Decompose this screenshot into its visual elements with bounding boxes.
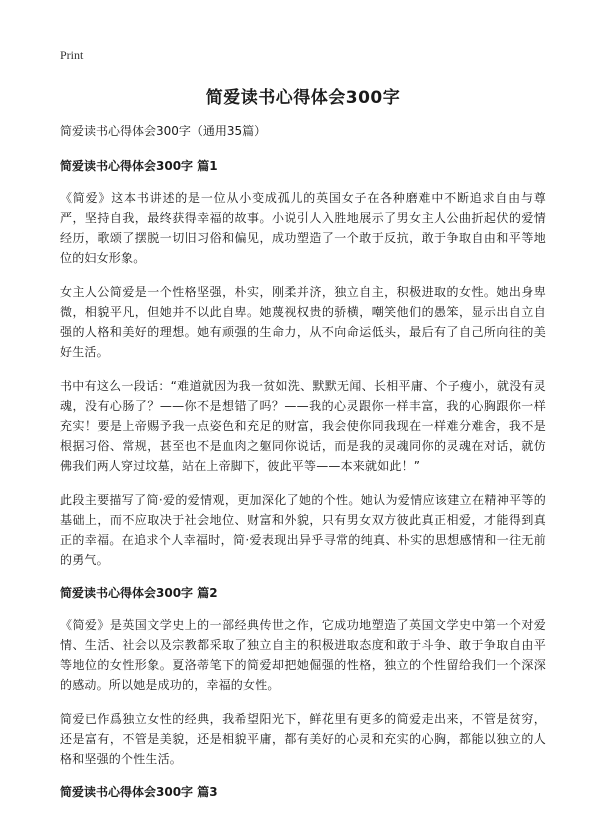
document-title: 简爱读书心得体会300字 [205,88,401,108]
section-heading: 简爱读书心得体会300字 篇1 [60,159,218,173]
paragraph: 此段主要描写了简·爱的爱情观，更加深化了她的个性。她认为爱情应该建立在精神平等的基础上，而不应取决于社会地位、财富和外貌，只有男女双方彼此真正相爱，才能得到真正的幸福。在追求个人幸福时，简·爱表现出异乎寻常的纯真、朴实的思想感情和一往无前的勇气。 [60,493,546,567]
paragraph: 《简爱》是英国文学史上的一部经典传世之作，它成功地塑造了英国文学史中第一个对爱情、生活、社会以及宗教都采取了独立自主的积极进取态度和敢于斗争、敢于争取自由平等地位的女性形象。夏洛蒂笔下的简爱却把她倔强的性格，独立的个性留给我们一个深深的感动。所以她是成功的，幸福的女性。 [60,618,546,692]
paragraph: 《简爱》这本书讲述的是一位从小变成孤儿的英国女子在各种磨难中不断追求自由与尊严，坚持自我，最终获得幸福的故事。小说引人入胜地展示了男女主人公曲折起伏的爱情经历，歌颂了摆脱一切旧习俗和偏见，成功塑造了一个敢于反抗，敢于争取自由和平等地位的妇女形象。 [60,191,546,265]
paragraph: 书中有这么一段话：“难道就因为我一贫如洗、默默无闻、长相平庸、个子瘦小，就没有灵魂，没有心肠了？——你不是想错了吗？——我的心灵跟你一样丰富，我的心胸跟你一样充实！要是上帝赐予我一点姿色和充足的财富，我会使你同我现在一样难分难舍，我不是根据习俗、常规，甚至也不是血肉之躯同你说话，而是我的灵魂同你的灵魂在对话，就仿佛我们两人穿过坟墓，站在上帝脚下，彼此平等——本来就如此！” [60,379,546,473]
paragraph: 简爱已作爲独立女性的经典，我希望阳光下，鲜花里有更多的简爱走出来，不管是贫穷，还是富有，不管是美貌，还是相貌平庸，都有美好的心灵和充实的心胸，都能以独立的人格和坚强的个性生活。 [60,712,546,766]
paragraph: 女主人公简爱是一个性格坚强，朴实，刚柔并济，独立自主，积极进取的女性。她出身卑微，相貌平凡，但她并不以此自卑。她蔑视权贵的骄横，嘲笑他们的愚笨，显示出自立自强的人格和美好的理想。她有顽强的生命力，从不向命运低头，最后有了自己所向往的美好生活。 [60,285,546,359]
section-heading: 简爱读书心得体会300字 篇2 [60,586,218,600]
section-2 [60,584,546,769]
section-3 [60,783,546,800]
section-1 [60,157,546,570]
section-heading: 简爱读书心得体会300字 篇3 [60,785,218,799]
print-link[interactable]: Print [60,48,84,62]
document-subtitle: 简爱读书心得体会300字（通用35篇） [60,124,267,138]
